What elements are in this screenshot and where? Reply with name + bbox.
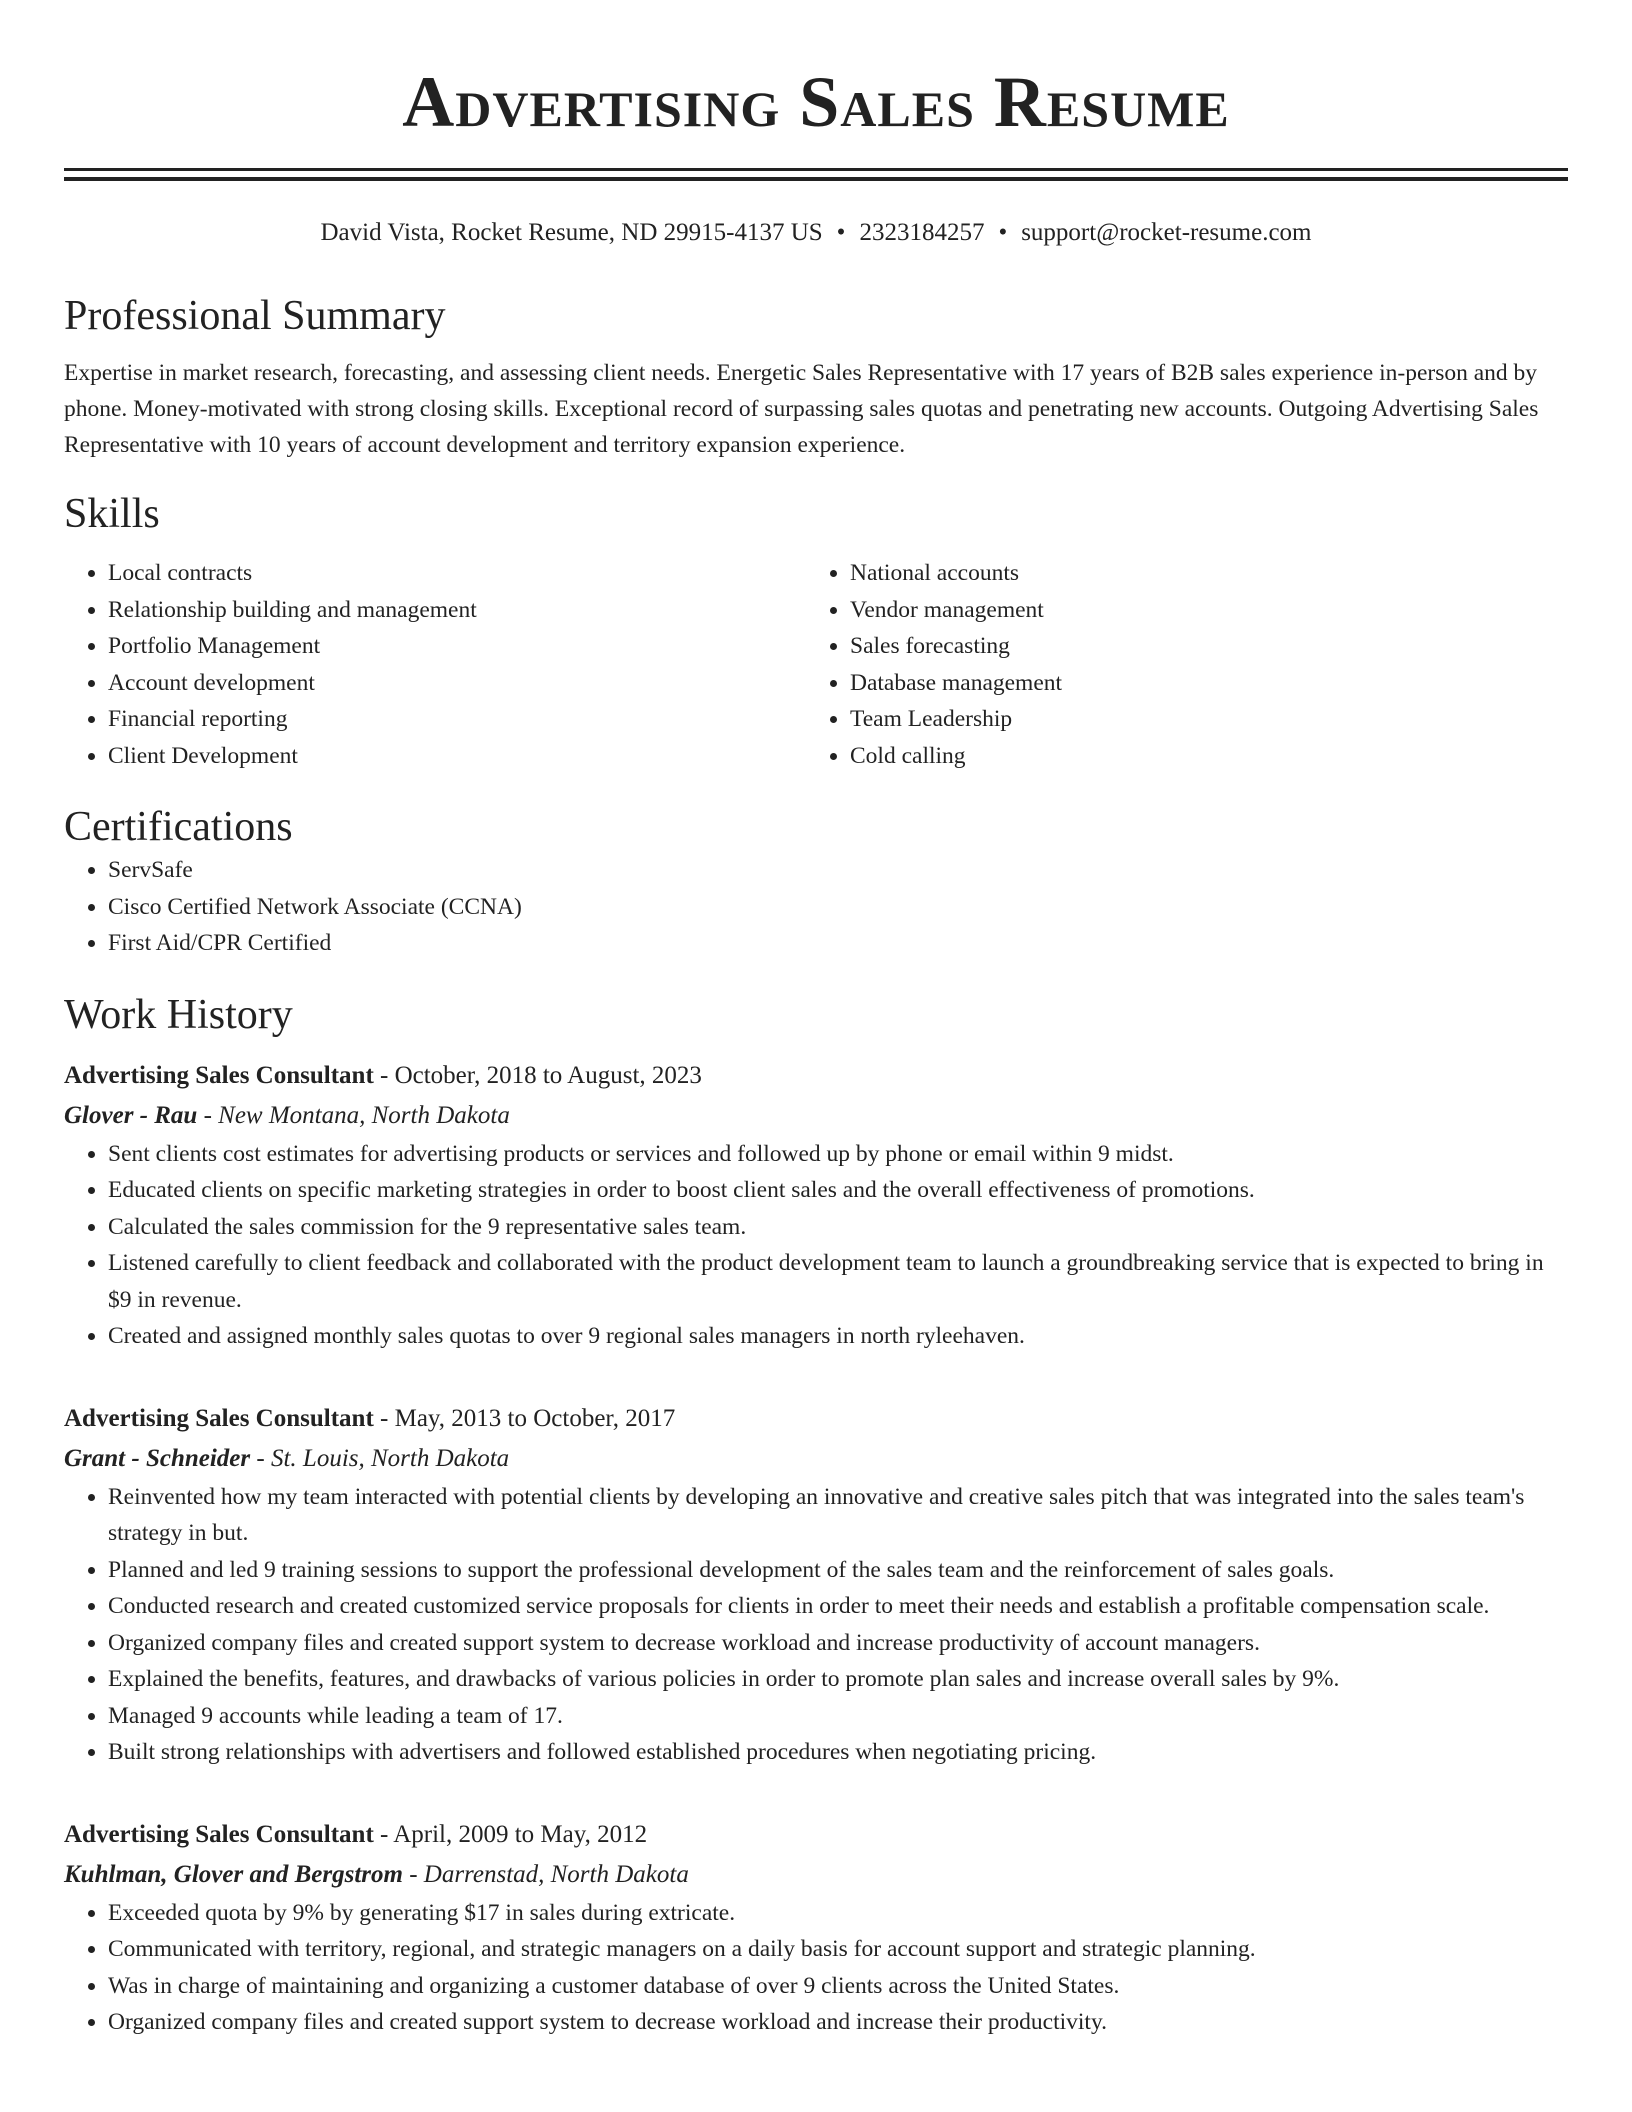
job-company-line <box>64 1439 1568 1479</box>
skills-grid <box>64 555 1568 774</box>
skill-item: • Account development <box>108 665 806 702</box>
skill-item: • Team Leadership <box>850 701 1548 738</box>
job-title: Advertising Sales Consultant <box>64 1404 374 1432</box>
summary-text: Expertise in market research, forecasting, and assessing client needs. Energetic Sales Representative with 17 years of B2B sales experience in-person and by phone. Money-motivated with strong closing skills. Exceptional record of surpassing sales quotas and penetrating new accounts. Outgoing Advertising Sales Representative with 10 years of account development and territory expansion experience. <box>64 360 1539 458</box>
job-bullet: • Conducted research and created customized service proposals for clients in order to meet their needs and establish a profitable compensation scale. <box>108 1588 1568 1625</box>
skill-item: • Local contracts <box>108 555 806 592</box>
job-title: Advertising Sales Consultant <box>64 1061 374 1089</box>
skill-item: • Portfolio Management <box>108 628 806 665</box>
work-history-heading: Work History <box>64 991 293 1038</box>
contact-separator: • <box>836 219 846 246</box>
summary-heading: Professional Summary <box>64 293 446 339</box>
skills-list-right <box>806 555 1548 774</box>
job-bullet: • Listened carefully to client feedback and collaborated with the product development team to launch a groundbreaking service that is expected to bring in $9 in revenue. <box>108 1245 1568 1318</box>
job-bullet: • Managed 9 accounts while leading a team of 17. <box>108 1698 1568 1735</box>
job-entry <box>64 1815 1568 2041</box>
skill-item: • Sales forecasting <box>850 628 1548 665</box>
certification-item: • Cisco Certified Network Associate (CCNA) <box>108 889 1568 926</box>
contact-separator: • <box>998 219 1008 246</box>
job-dates: - April, 2009 to May, 2012 <box>373 1820 648 1848</box>
skill-item: • Relationship building and management <box>108 592 806 629</box>
job-bullet: • Planned and led 9 training sessions to support the professional development of the sales team and the reinforcement of sales goals. <box>108 1552 1568 1589</box>
job-bullet: • Organized company files and created support system to decrease workload and increase their productivity. <box>108 2004 1568 2041</box>
contact-email: support@rocket-resume.com <box>1021 219 1312 246</box>
job-entry <box>64 1399 1568 1771</box>
skill-item: • Financial reporting <box>108 701 806 738</box>
job-title-line <box>64 1399 1568 1439</box>
certifications-list <box>64 852 1568 962</box>
job-bullet: • Created and assigned monthly sales quotas to over 9 regional sales managers in north ryleehaven. <box>108 1318 1568 1355</box>
job-title: Advertising Sales Consultant <box>64 1820 374 1848</box>
contact-address: David Vista, Rocket Resume, ND 29915-4137 US <box>320 219 823 246</box>
job-company: Grant - Schneider <box>64 1444 251 1472</box>
job-bullet: • Communicated with territory, regional, and strategic managers on a daily basis for account support and strategic planning. <box>108 1931 1568 1968</box>
job-title-line <box>64 1815 1568 1855</box>
certifications-heading: Certifications <box>64 804 293 850</box>
contact-phone: 2323184257 <box>859 219 985 246</box>
job-bullet: • Exceeded quota by 9% by generating $17 in sales during extricate. <box>108 1895 1568 1932</box>
skill-item: • Cold calling <box>850 738 1548 775</box>
skill-item: • Vendor management <box>850 592 1548 629</box>
job-bullet: • Reinvented how my team interacted with potential clients by developing an innovative and creative sales pitch that was integrated into the sales team's strategy in but. <box>108 1479 1568 1552</box>
skill-item: • National accounts <box>850 555 1548 592</box>
skills-list-left <box>64 555 806 774</box>
skills-heading: Skills <box>64 491 160 537</box>
job-bullet: • Organized company files and created support system to decrease workload and increase productivity of account managers. <box>108 1625 1568 1662</box>
job-company-line <box>64 1855 1568 1895</box>
job-bullet: • Sent clients cost estimates for advertising products or services and followed up by phone or email within 9 midst. <box>108 1136 1568 1173</box>
resume-title: Advertising Sales Resume <box>402 62 1230 142</box>
job-location: - St. Louis, North Dakota <box>250 1444 510 1472</box>
job-location: - Darrenstad, North Dakota <box>402 1860 689 1888</box>
title-divider-top <box>64 168 1568 171</box>
job-dates: - May, 2013 to October, 2017 <box>373 1404 676 1432</box>
skills-column-right <box>806 555 1548 774</box>
job-title-line <box>64 1056 1568 1096</box>
certification-item: • First Aid/CPR Certified <box>108 925 1568 962</box>
job-bullet: • Built strong relationships with advertisers and followed established procedures when negotiating pricing. <box>108 1734 1568 1771</box>
job-dates: - October, 2018 to August, 2023 <box>373 1061 702 1089</box>
contact-line <box>64 217 1568 249</box>
resume-page <box>64 0 1568 2041</box>
job-bullet: • Was in charge of maintaining and organizing a customer database of over 9 clients across the United States. <box>108 1968 1568 2005</box>
job-company-line <box>64 1096 1568 1136</box>
certification-item: • ServSafe <box>108 852 1568 889</box>
job-bullet-list <box>64 1895 1568 2041</box>
job-bullet: • Explained the benefits, features, and drawbacks of various policies in order to promote plan sales and increase overall sales by 9%. <box>108 1661 1568 1698</box>
skill-item: • Database management <box>850 665 1548 702</box>
skills-column-left <box>64 555 806 774</box>
job-bullet: • Educated clients on specific marketing strategies in order to boost client sales and the overall effectiveness of promotions. <box>108 1172 1568 1209</box>
skill-item: • Client Development <box>108 738 806 775</box>
job-company: Kuhlman, Glover and Bergstrom <box>64 1860 403 1888</box>
job-bullet-list <box>64 1136 1568 1355</box>
title-divider-bottom <box>64 177 1568 181</box>
job-entry <box>64 1056 1568 1355</box>
job-bullet-list <box>64 1479 1568 1771</box>
job-bullet: • Calculated the sales commission for the 9 representative sales team. <box>108 1209 1568 1246</box>
job-company: Glover - Rau <box>64 1101 198 1129</box>
job-location: - New Montana, North Dakota <box>197 1101 510 1129</box>
